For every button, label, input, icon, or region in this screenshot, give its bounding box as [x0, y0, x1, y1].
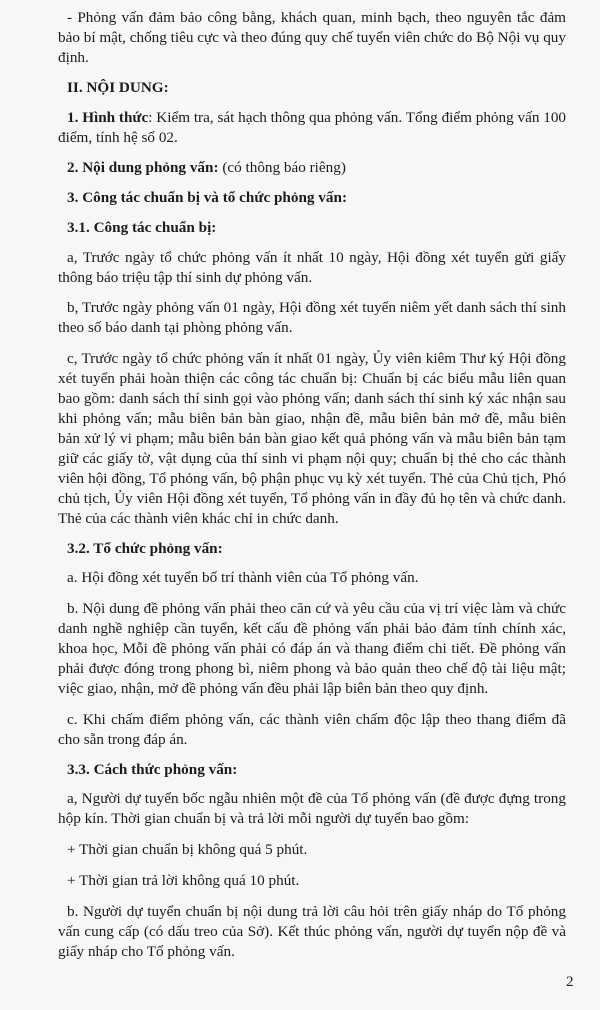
- form-paragraph: [58, 108, 566, 148]
- form-heading: 1. Hình thức: [67, 109, 149, 126]
- method-paragraph-b: b. Người dự tuyển chuẩn bị nội dung trả lời câu hỏi trên giấy nháp do Tổ phỏng vấn cung cấp (có dấu treo của Sở). Kết thúc phỏng vấn, người dự tuyển nộp đề và giấy nháp cho Tổ phỏng vấn.: [58, 903, 566, 960]
- subsection-heading-3-2: 3.2. Tổ chức phỏng vấn:: [67, 540, 223, 557]
- interview-content-paragraph: [58, 158, 566, 178]
- subsection-heading-3-3: 3.3. Cách thức phỏng vấn:: [67, 761, 238, 778]
- prep-paragraph-a: a, Trước ngày tổ chức phỏng vấn ít nhất 10 ngày, Hội đồng xét tuyển gửi giấy thông báo triệu tập thí sinh dự phỏng vấn.: [58, 249, 566, 286]
- interview-content-text: (có thông báo riêng): [218, 159, 346, 176]
- form-text: : Kiểm tra, sát hạch thông qua phỏng vấn. Tổng điểm phỏng vấn 100 điểm, tính hệ số 02.: [58, 109, 567, 146]
- org-paragraph-b: b. Nội dung đề phỏng vấn phải theo căn cứ và yêu cầu của vị trí việc làm và chức danh nghề nghiệp cần tuyển, kết cấu đề phỏng vấn phải bảo đảm tính chính xác, khoa học, Mỗi đề phỏng vấn phải có đáp án và thang điểm chi tiết. Đề phỏng vấn phải được đóng trong phong bì, niêm phong và bảo quản theo chế độ tài liệu mật; việc giao, nhận, mở đề phỏng vấn đều phải lập biên bản theo quy định.: [58, 600, 566, 697]
- prep-paragraph-b: b, Trước ngày phỏng vấn 01 ngày, Hội đồng xét tuyển niêm yết danh sách thí sinh theo số báo danh tại phòng phỏng vấn.: [58, 299, 566, 336]
- page-number: 2: [566, 974, 574, 990]
- answer-time-item: + Thời gian trả lời không quá 10 phút.: [67, 872, 300, 889]
- subsection-heading-3-1: 3.1. Công tác chuẩn bị:: [67, 219, 217, 236]
- subsection-heading-3: 3. Công tác chuẩn bị và tổ chức phỏng vấn:: [67, 189, 347, 206]
- method-paragraph-a: a, Người dự tuyển bốc ngẫu nhiên một đề của Tổ phỏng vấn (đề được đựng trong hộp kín. Thời gian chuẩn bị và trả lời mỗi người dự tuyển bao gồm:: [58, 790, 566, 827]
- section-heading-content: II. NỘI DUNG:: [67, 79, 169, 96]
- prep-time-item: + Thời gian chuẩn bị không quá 5 phút.: [67, 841, 308, 858]
- org-paragraph-c: c. Khi chấm điểm phỏng vấn, các thành viên chấm độc lập theo thang điểm đã cho sẵn trong đáp án.: [58, 711, 566, 748]
- prep-paragraph-c: c, Trước ngày tổ chức phỏng vấn ít nhất 01 ngày, Ủy viên kiêm Thư ký Hội đồng xét tuyển phải hoàn thiện các công tác chuẩn bị: Chuẩn bị các biểu mẫu liên quan bao gồm: danh sách thí sinh gọi vào phỏng vấn; danh sách thí sinh ký xác nhận sau khi phỏng vấn; mẫu biên bản bàn giao, nhận đề, mẫu biên bản mở đề, mẫu biên bản xử lý vi phạm; mẫu biên bản bàn giao kết quả phỏng vấn và mẫu biên bản tạm giữ các giấy tờ, vật dụng của thí sinh vi phạm nội quy; chuẩn bị thẻ cho các thành viên hội đồng, Tổ phỏng vấn, bộ phận phục vụ kỳ xét tuyển. Thẻ của Chủ tịch, Phó chủ tịch, Ủy viên Hội đồng xét tuyển, Tổ phỏng vấn in đầy đủ họ tên và chức danh. Thẻ của các thành viên khác chỉ in chức danh.: [58, 350, 566, 527]
- interview-content-heading: 2. Nội dung phỏng vấn:: [67, 159, 219, 176]
- org-paragraph-a: a. Hội đồng xét tuyển bố trí thành viên của Tổ phỏng vấn.: [67, 569, 419, 586]
- principle-paragraph: - Phỏng vấn đảm bảo công bằng, khách quan, minh bạch, theo nguyên tắc đảm bảo bí mật, chống tiêu cực và theo đúng quy chế tuyển viên chức do Bộ Nội vụ quy định.: [58, 9, 566, 66]
